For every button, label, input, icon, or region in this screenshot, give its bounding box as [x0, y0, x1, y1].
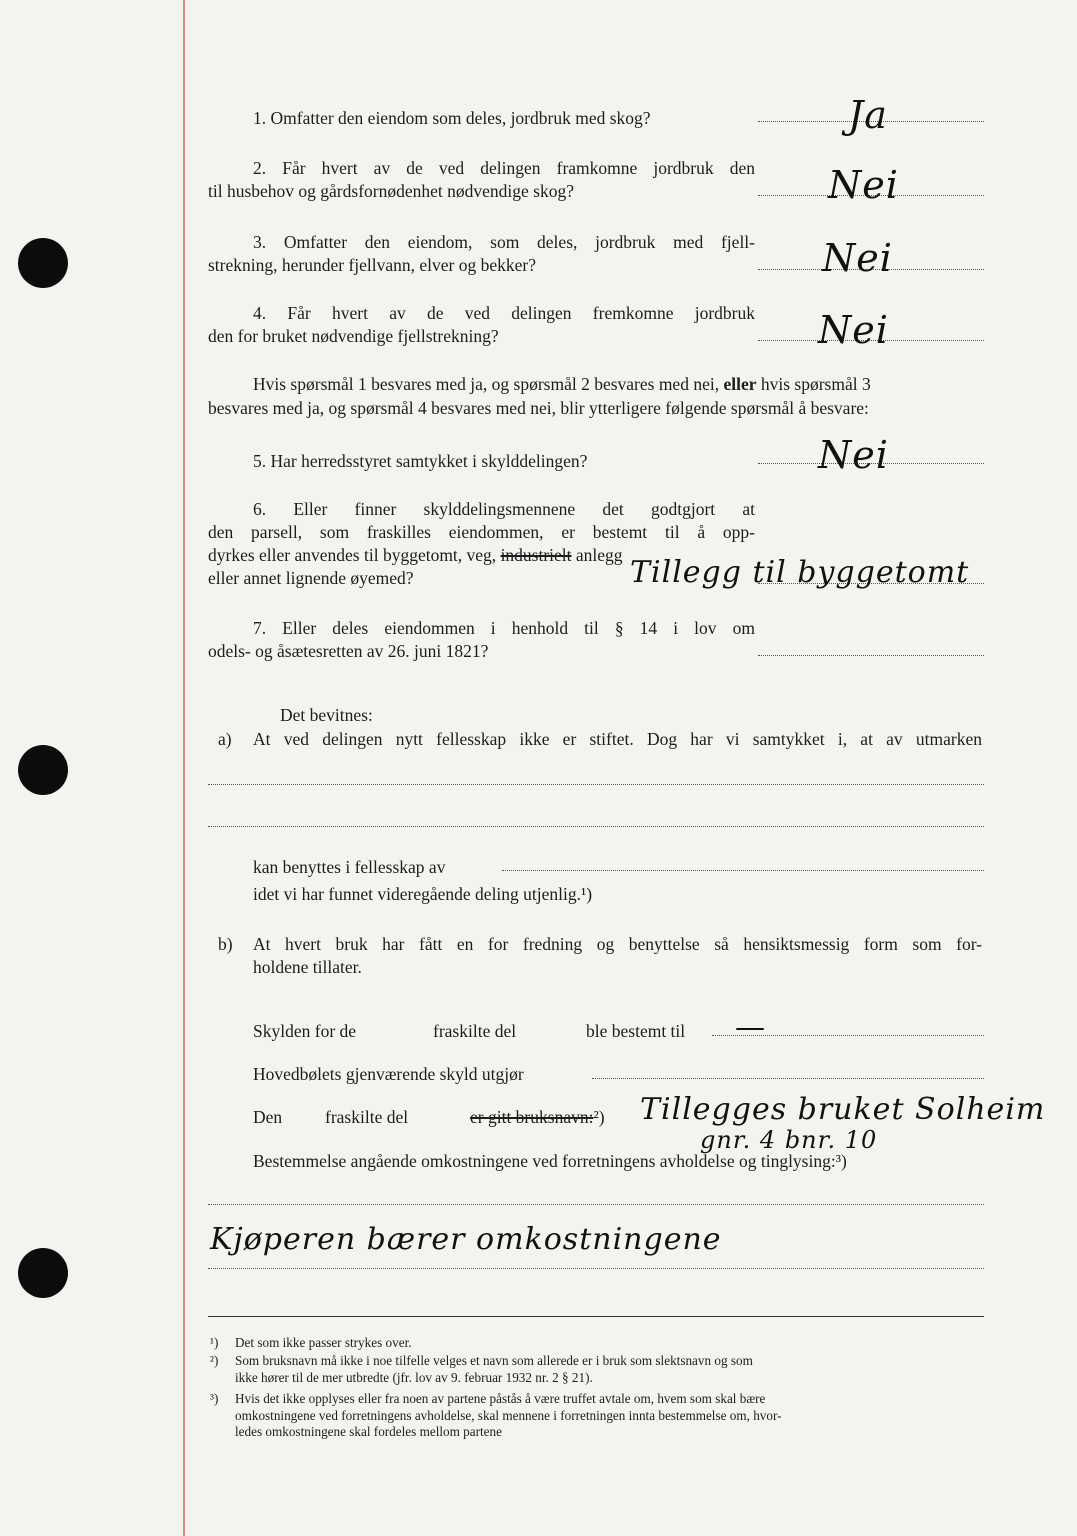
question-6-line-2: den parsell, som fraskilles eiendommen, er bestemt til å opp- [208, 522, 755, 542]
kost-value: Kjøperen bærer omkostningene [210, 1222, 722, 1257]
footnote-separator [208, 1316, 984, 1317]
question-1: 1. Omfatter den eiendom som deles, jordbruk med skog? [253, 108, 651, 128]
attest-a-text: At ved delingen nytt fellesskap ikke er stiftet. Dog har vi samtykket i, at av utmarken [253, 729, 982, 749]
skyld-label-c: ble bestemt til [586, 1021, 686, 1041]
answer-1: Ja [848, 93, 888, 137]
answer-6: Tillegg til byggetomt [630, 555, 970, 590]
den-label: Den [253, 1107, 283, 1127]
answer-5: Nei [818, 433, 889, 477]
punch-hole [18, 1248, 68, 1298]
skyld-label-a: Skylden for de [253, 1021, 357, 1041]
attest-b-label: b) [218, 934, 233, 954]
fraskilte-label: fraskilte del [325, 1107, 409, 1127]
fill-line [208, 826, 984, 827]
skyld-label-b: fraskilte del [433, 1021, 517, 1041]
question-4-line-1: 4. Får hvert av de ved delingen fremkomne jordbruk [253, 303, 755, 323]
answer-4: Nei [818, 308, 889, 352]
fill-line [208, 784, 984, 785]
question-6-line-1: 6. Eller finner skylddelingsmennene det godtgjort at [253, 499, 755, 519]
bruksnavn-value-2: gnr. 4 bnr. 10 [700, 1126, 878, 1154]
skyld-value: — [735, 1010, 766, 1045]
condition-line-1: Hvis spørsmål 1 besvares med ja, og spørsmål 2 besvares med nei, eller hvis spørsmål 3 [253, 374, 871, 394]
condition-line-2: besvares med ja, og spørsmål 4 besvares med nei, blir ytterligere følgende spørsmål å besvare: [208, 398, 869, 418]
punch-hole [18, 745, 68, 795]
fill-line [502, 870, 984, 871]
question-5: 5. Har herredsstyret samtykket i skylddelingen? [253, 451, 588, 471]
hoved-label: Hovedbølets gjenværende skyld utgjør [253, 1064, 524, 1084]
question-3-line-1: 3. Omfatter den eiendom, som deles, jordbruk med fjell- [253, 232, 755, 252]
question-4-line-2: den for bruket nødvendige fjellstrekning? [208, 326, 499, 346]
question-2-line-1: 2. Får hvert av de ved delingen framkomne jordbruk den [253, 158, 755, 178]
question-7-line-1: 7. Eller deles eiendommen i henhold til § 14 i lov om [253, 618, 755, 638]
kost-label: Bestemmelse angående omkostningene ved forretningens avholdelse og tinglysing:³) [253, 1151, 847, 1171]
fill-line [208, 1268, 984, 1269]
reason-text: idet vi har funnet videregående deling utjenlig.¹) [253, 884, 593, 904]
attest-b-line-2: holdene tillater. [253, 957, 362, 977]
margin-line [183, 0, 185, 1536]
question-6-line-3: dyrkes eller anvendes til byggetomt, veg, industrielt anlegg [208, 545, 623, 565]
fill-line [208, 1204, 984, 1205]
question-2-line-2: til husbehov og gårdsfornødenhet nødvendige skog? [208, 181, 574, 201]
answer-3: Nei [822, 236, 893, 280]
fill-line [592, 1078, 984, 1079]
question-3-line-2: strekning, herunder fjellvann, elver og bekker? [208, 255, 536, 275]
question-7-line-2: odels- og åsætesretten av 26. juni 1821? [208, 641, 489, 661]
punch-hole [18, 238, 68, 288]
attest-a-label: a) [218, 729, 232, 749]
common-use-text: kan benyttes i fellesskap av [253, 857, 446, 877]
attest-title: Det bevitnes: [280, 705, 373, 725]
question-6-line-4: eller annet lignende øyemed? [208, 568, 414, 588]
attest-b-line-1: At hvert bruk har fått en for fredning og benyttelse så hensiktsmessig form som for- [253, 934, 982, 954]
answer-line [758, 655, 984, 656]
bruksnavn-value: Tillegges bruket Solheim [640, 1092, 1046, 1127]
answer-2: Nei [828, 163, 899, 207]
bruksnavn-label: er gitt bruksnavn:²) [470, 1107, 605, 1127]
